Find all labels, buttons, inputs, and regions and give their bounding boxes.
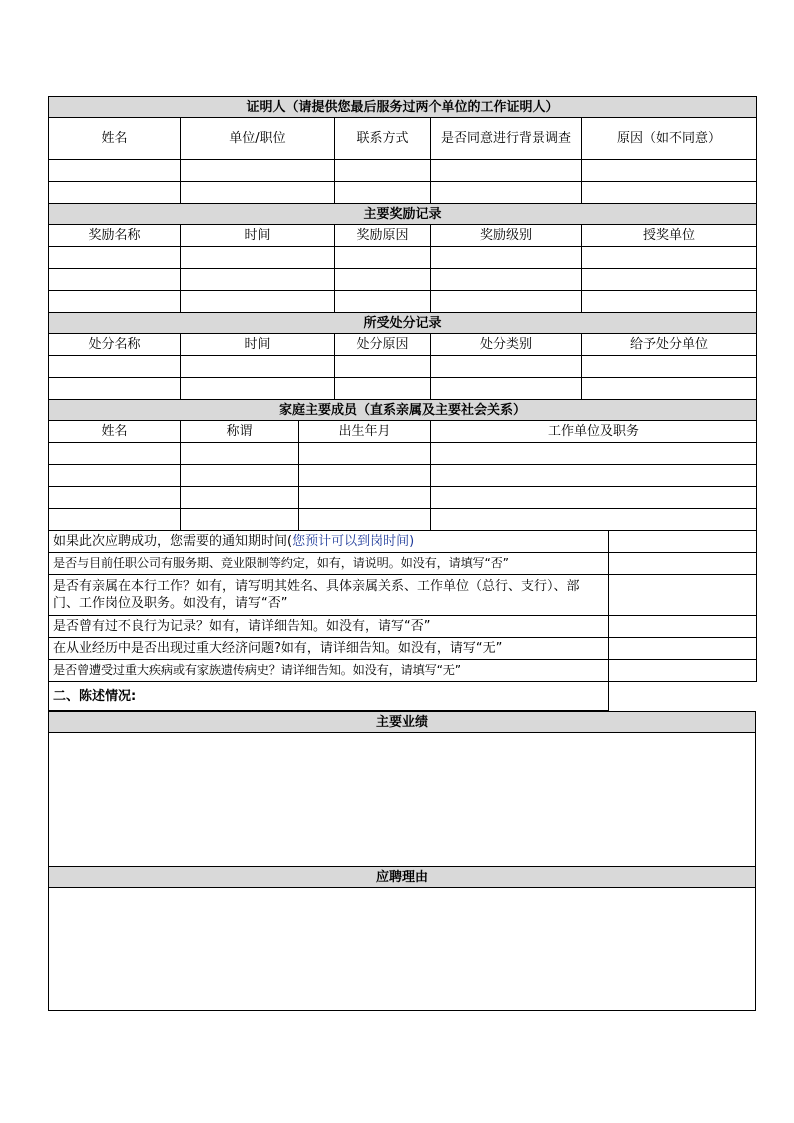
achievements-input[interactable]: [49, 733, 756, 867]
awards-header-row: [49, 225, 757, 247]
table-row: [49, 378, 757, 400]
table-row: [49, 182, 757, 204]
input-cell[interactable]: [181, 247, 335, 269]
input-cell[interactable]: [335, 160, 431, 182]
referees-header-row: [49, 118, 757, 160]
question-row: [49, 553, 757, 575]
question-row: [49, 616, 757, 638]
family-header-row: [49, 421, 757, 443]
input-cell[interactable]: [49, 443, 181, 465]
input-cell[interactable]: [181, 465, 299, 487]
input-cell[interactable]: [49, 160, 181, 182]
question-note-close: ): [409, 534, 415, 549]
statement-heading-row: [49, 682, 757, 711]
question-row: [49, 660, 757, 682]
question-row: [49, 638, 757, 660]
input-cell[interactable]: [181, 487, 299, 509]
input-cell[interactable]: [181, 182, 335, 204]
input-cell[interactable]: [431, 509, 757, 531]
col-contact: 联系方式: [335, 118, 431, 160]
input-cell[interactable]: [431, 378, 582, 400]
col-relation: 称谓: [181, 421, 299, 443]
question-row: [49, 575, 757, 616]
input-cell[interactable]: [335, 247, 431, 269]
input-cell[interactable]: [582, 269, 757, 291]
input-cell[interactable]: [335, 356, 431, 378]
input-cell[interactable]: [49, 378, 181, 400]
blank-cell: [609, 682, 757, 711]
penalties-header-row: [49, 334, 757, 356]
records-table: [48, 96, 757, 400]
input-cell[interactable]: [335, 378, 431, 400]
col-award-name: 奖励名称: [49, 225, 181, 247]
input-cell[interactable]: [431, 356, 582, 378]
table-row: [49, 487, 757, 509]
question-notice-period: [49, 531, 609, 553]
col-employer-position: 工作单位及职务: [431, 421, 757, 443]
question-misconduct: 是否曾有过不良行为记录？如有，请详细告知。如没有，请写“否”: [49, 616, 609, 638]
input-cell[interactable]: [299, 509, 431, 531]
referees-title: 证明人（请提供您最后服务过两个单位的工作证明人）: [49, 97, 757, 118]
col-award-issuer: 授奖单位: [582, 225, 757, 247]
family-table: [48, 399, 757, 531]
input-cell[interactable]: [582, 160, 757, 182]
col-name: 姓名: [49, 118, 181, 160]
statement-table: [48, 711, 756, 1011]
col-birth-date: 出生年月: [299, 421, 431, 443]
col-background-check: 是否同意进行背景调查: [431, 118, 582, 160]
input-cell[interactable]: [431, 160, 582, 182]
table-row: [49, 291, 757, 313]
penalties-title: 所受处分记录: [49, 313, 757, 334]
input-cell[interactable]: [181, 160, 335, 182]
achievements-title: 主要业绩: [49, 712, 756, 733]
input-cell[interactable]: [49, 465, 181, 487]
input-cell[interactable]: [49, 247, 181, 269]
answer-cell[interactable]: [609, 531, 757, 553]
question-service-agreement: 是否与目前任职公司有服务期、竞业限制等约定，如有，请说明。如没有，请填写“否”: [49, 553, 609, 575]
input-cell[interactable]: [181, 443, 299, 465]
input-cell[interactable]: [335, 291, 431, 313]
input-cell[interactable]: [582, 291, 757, 313]
input-cell[interactable]: [181, 509, 299, 531]
input-cell[interactable]: [49, 291, 181, 313]
table-row: [49, 247, 757, 269]
col-member-name: 姓名: [49, 421, 181, 443]
input-cell[interactable]: [431, 465, 757, 487]
col-penalty-type: 处分类别: [431, 334, 582, 356]
input-cell[interactable]: [335, 269, 431, 291]
col-award-reason: 奖励原因: [335, 225, 431, 247]
family-title: 家庭主要成员（直系亲属及主要社会关系）: [49, 400, 757, 421]
table-row: [49, 465, 757, 487]
table-row: [49, 443, 757, 465]
statement-heading: 二、陈述情况:: [49, 682, 609, 711]
input-cell[interactable]: [431, 182, 582, 204]
input-cell[interactable]: [582, 378, 757, 400]
input-cell[interactable]: [181, 291, 335, 313]
input-cell[interactable]: [49, 269, 181, 291]
input-cell[interactable]: [431, 269, 582, 291]
input-cell[interactable]: [49, 182, 181, 204]
input-cell[interactable]: [431, 247, 582, 269]
answer-cell[interactable]: [609, 616, 757, 638]
question-health: 是否曾遭受过重大疾病或有家族遗传病史？请详细告知。如没有，请填写“无”: [49, 660, 609, 682]
input-cell[interactable]: [431, 291, 582, 313]
table-row: [49, 160, 757, 182]
col-award-level: 奖励级别: [431, 225, 582, 247]
input-cell[interactable]: [49, 356, 181, 378]
input-cell[interactable]: [582, 247, 757, 269]
answer-cell[interactable]: [609, 638, 757, 660]
question-economic-issues: 在从业经历中是否出现过重大经济问题?如有，请详细告知。如没有，请写“无”: [49, 638, 609, 660]
input-cell[interactable]: [49, 487, 181, 509]
question-relatives: 是否有亲属在本行工作？如有，请写明其姓名、具体亲属关系、工作单位（总行、支行）、部门、工作岗位及职务。如没有，请写“否”: [49, 575, 609, 616]
col-penalty-time: 时间: [181, 334, 335, 356]
input-cell[interactable]: [431, 487, 757, 509]
answer-cell[interactable]: [609, 575, 757, 616]
col-unit-position: 单位/职位: [181, 118, 335, 160]
question-row: [49, 531, 757, 553]
awards-title: 主要奖励记录: [49, 204, 757, 225]
input-cell[interactable]: [299, 443, 431, 465]
answer-cell[interactable]: [609, 553, 757, 575]
input-cell[interactable]: [181, 356, 335, 378]
input-cell[interactable]: [181, 269, 335, 291]
reason-title: 应聘理由: [49, 867, 756, 888]
table-row: [49, 269, 757, 291]
input-cell[interactable]: [582, 182, 757, 204]
question-note: 您预计可以到岗时间: [292, 534, 410, 549]
application-form-page: [48, 96, 756, 1011]
col-reason: 原因（如不同意）: [582, 118, 757, 160]
col-penalty-name: 处分名称: [49, 334, 181, 356]
input-cell[interactable]: [299, 465, 431, 487]
reason-input[interactable]: [49, 888, 756, 1011]
input-cell[interactable]: [181, 378, 335, 400]
input-cell[interactable]: [335, 182, 431, 204]
input-cell[interactable]: [431, 443, 757, 465]
input-cell[interactable]: [299, 487, 431, 509]
questions-table: [48, 530, 757, 711]
input-cell[interactable]: [582, 356, 757, 378]
col-penalty-issuer: 给予处分单位: [582, 334, 757, 356]
answer-cell[interactable]: [609, 660, 757, 682]
col-award-time: 时间: [181, 225, 335, 247]
question-text: 如果此次应聘成功，您需要的通知期时间(: [53, 534, 293, 549]
input-cell[interactable]: [49, 509, 181, 531]
table-row: [49, 509, 757, 531]
table-row: [49, 356, 757, 378]
col-penalty-reason: 处分原因: [335, 334, 431, 356]
